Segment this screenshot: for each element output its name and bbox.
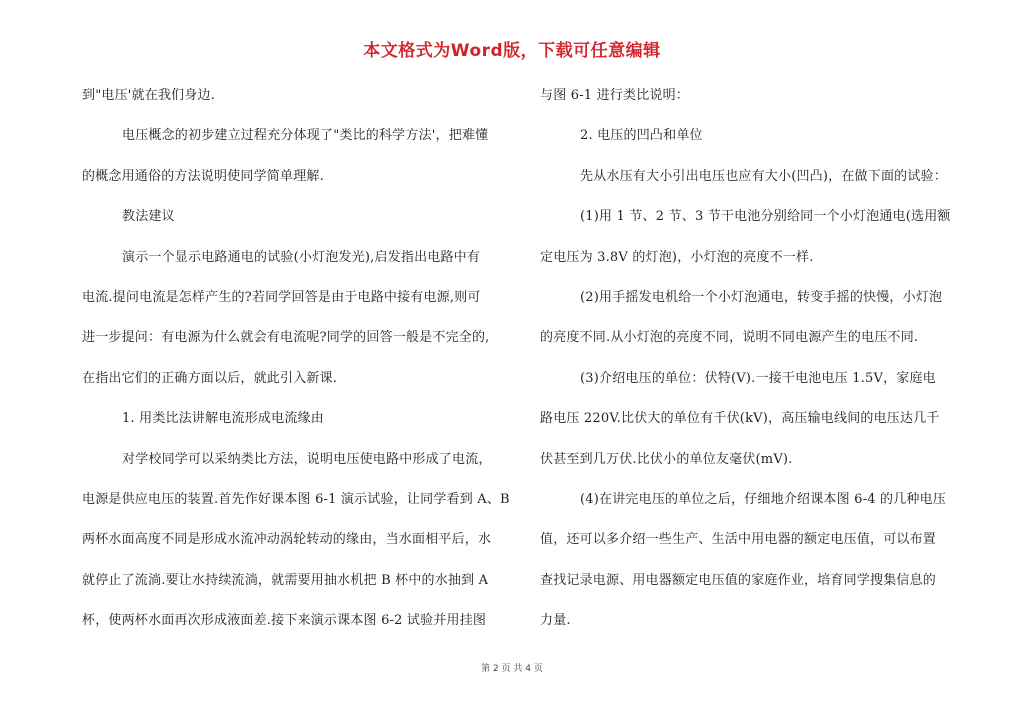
paragraph-line: 伏甚至到几万伏.比伏小的单位友毫伏(mV). bbox=[540, 451, 793, 467]
paragraph-line: 的亮度不同.从小灯泡的亮度不同，说明不同电源产生的电压不同. bbox=[540, 330, 919, 346]
paragraph-line: 电源是供应电压的装置.首先作好课本图 6-1 演示试验，让同学看到 A、B bbox=[82, 491, 510, 507]
paragraph-line: 力量. bbox=[540, 613, 571, 629]
paragraph-line: 就停止了流淌.要让水持续流淌，就需要用抽水机把 B 杯中的水抽到 A bbox=[82, 572, 489, 588]
paragraph-line: 值，还可以多介绍一些生产、生活中用电器的额定电压值，可以布置 bbox=[540, 532, 937, 548]
page-number: 第 2 页 共 4 页 bbox=[481, 664, 543, 674]
paragraph-line: (3)介绍电压的单位：伏特(V).一接干电池电压 1.5V，家庭电 bbox=[580, 370, 936, 386]
section-heading: 教法建议 bbox=[122, 209, 175, 225]
paragraph-line: 电流.提问电流是怎样产生的?若同学回答是由于电路中接有电源,则可 bbox=[82, 289, 481, 305]
paragraph-line: 电压概念的初步建立过程充分体现了"类比的科学方法'，把难懂 bbox=[122, 128, 489, 144]
paragraph-line: 定电压为 3.8V 的灯泡)，小灯泡的亮度不一样. bbox=[540, 249, 814, 265]
left-text-column bbox=[82, 84, 522, 649]
right-text-column bbox=[540, 84, 966, 649]
paragraph-line: 先从水压有大小引出电压也应有大小(凹凸)，在做下面的试验： bbox=[580, 168, 947, 184]
paragraph-line: 在指出它们的正确方面以后，就此引入新课. bbox=[82, 370, 338, 386]
paragraph-line: 与图 6-1 进行类比说明： bbox=[540, 88, 689, 103]
section-heading: 2. 电压的凹凸和单位 bbox=[580, 128, 703, 144]
paragraph-line: (1)用 1 节、2 节、3 节干电池分别给同一个小灯泡通电(选用额 bbox=[580, 209, 951, 225]
paragraph-line: (2)用手摇发电机给一个小灯泡通电，转变手摇的快慢，小灯泡 bbox=[580, 289, 943, 305]
paragraph-line: 进一步提问：有电源为什么就会有电流呢?同学的回答一般是不完全的, bbox=[82, 330, 490, 346]
document-banner: 本文格式为Word版，下载可任意编辑 bbox=[363, 41, 661, 61]
paragraph-line: 演示一个显示电路通电的试验(小灯泡发光),启发指出电路中有 bbox=[122, 249, 481, 265]
paragraph-line: 查找记录电源、用电器额定电压值的家庭作业，培育同学搜集信息的 bbox=[540, 572, 937, 588]
paragraph-line: 的概念用通俗的方法说明使同学简单理解. bbox=[82, 168, 324, 184]
paragraph-line: 路电压 220V.比伏大的单位有千伏(kV)，高压输电线间的电压达几千 bbox=[540, 411, 940, 427]
paragraph-line: (4)在讲完电压的单位之后，仔细地介绍课本图 6-4 的几种电压 bbox=[580, 491, 947, 507]
paragraph-line: 到"电压'就在我们身边. bbox=[82, 88, 216, 103]
paragraph-line: 对学校同学可以采纳类比方法，说明电压使电路中形成了电流， bbox=[122, 451, 492, 467]
paragraph-line: 两杯水面高度不同是形成水流冲动涡轮转动的缘由，当水面相平后，水 bbox=[82, 532, 492, 548]
paragraph-line: 杯，使两杯水面再次形成液面差.接下来演示课本图 6-2 试验并用挂图 bbox=[82, 613, 487, 629]
section-heading: 1. 用类比法讲解电流形成电流缘由 bbox=[122, 411, 324, 427]
